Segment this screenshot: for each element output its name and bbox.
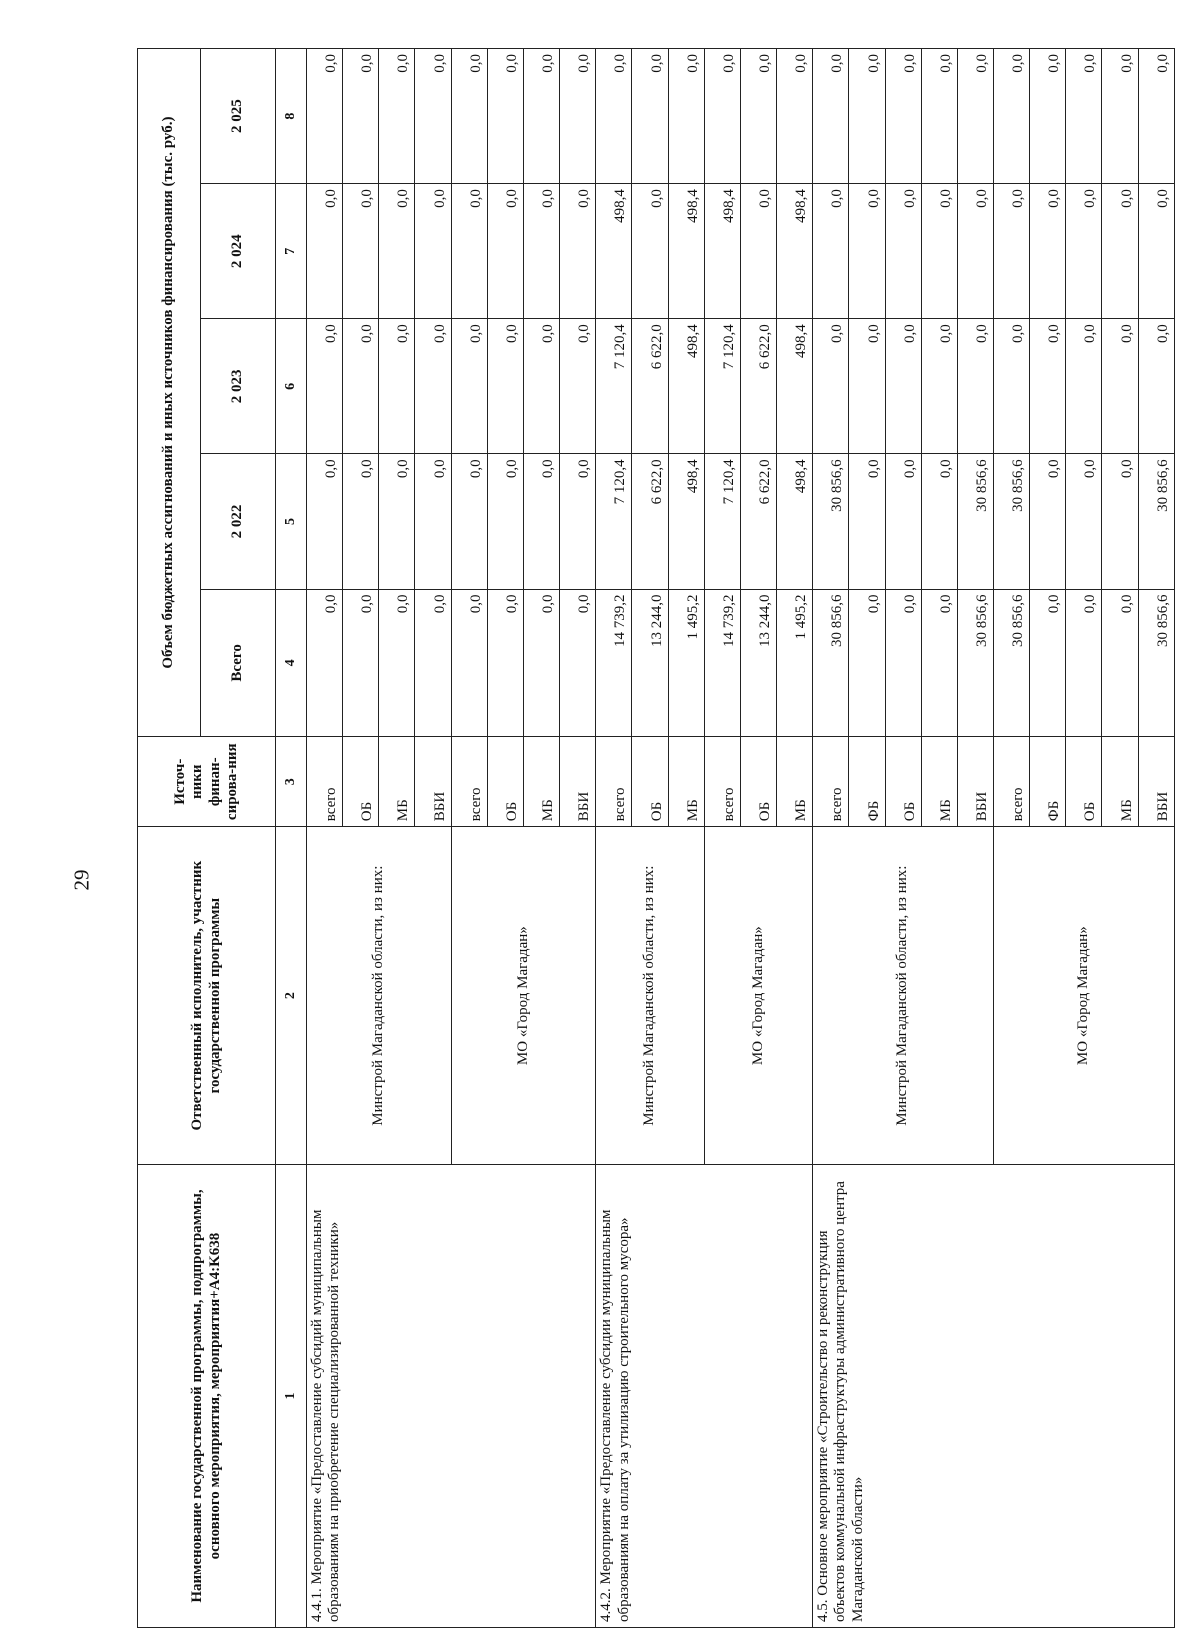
funding-source: ВБИ bbox=[560, 737, 596, 827]
funding-source: ОБ bbox=[487, 737, 523, 827]
value-cell: 0,0 bbox=[343, 454, 379, 589]
value-cell: 0,0 bbox=[307, 589, 343, 737]
value-cell: 0,0 bbox=[560, 454, 596, 589]
value-cell: 0,0 bbox=[1066, 454, 1102, 589]
value-cell: 0,0 bbox=[560, 589, 596, 737]
value-cell: 0,0 bbox=[885, 454, 921, 589]
value-cell: 0,0 bbox=[885, 319, 921, 454]
value-cell: 0,0 bbox=[523, 184, 559, 319]
value-cell: 0,0 bbox=[849, 454, 885, 589]
executor-name: Минстрой Магаданской области, из них: bbox=[596, 827, 704, 1165]
value-cell: 1 495,2 bbox=[668, 589, 704, 737]
value-cell: 0,0 bbox=[451, 184, 487, 319]
value-cell: 0,0 bbox=[560, 184, 596, 319]
value-cell: 0,0 bbox=[487, 319, 523, 454]
value-cell: 0,0 bbox=[1066, 184, 1102, 319]
value-cell: 0,0 bbox=[957, 319, 993, 454]
value-cell: 0,0 bbox=[523, 454, 559, 589]
value-cell: 0,0 bbox=[1066, 319, 1102, 454]
value-cell: 0,0 bbox=[1066, 589, 1102, 737]
value-cell: 0,0 bbox=[343, 589, 379, 737]
header-year-2023: 2 023 bbox=[201, 319, 276, 454]
value-cell: 30 856,6 bbox=[1138, 454, 1174, 589]
funding-source: всего bbox=[704, 737, 740, 827]
header-executor: Ответственный исполнитель, участник государственной программы bbox=[138, 827, 276, 1165]
page-number: 29 bbox=[69, 869, 94, 891]
measure-name: 4.4.1. Мероприятие «Предоставление субсидий муниципальным образованиям на приобретение специализированной техники» bbox=[307, 1165, 596, 1628]
value-cell: 0,0 bbox=[1030, 319, 1066, 454]
table-body bbox=[307, 49, 1175, 1628]
value-cell: 498,4 bbox=[668, 184, 704, 319]
value-cell: 7 120,4 bbox=[704, 319, 740, 454]
funding-source: МБ bbox=[1102, 737, 1138, 827]
value-cell: 0,0 bbox=[813, 49, 849, 184]
funding-source: ВБИ bbox=[957, 737, 993, 827]
value-cell: 0,0 bbox=[921, 454, 957, 589]
value-cell: 0,0 bbox=[415, 49, 451, 184]
value-cell: 0,0 bbox=[849, 319, 885, 454]
funding-source: ОБ bbox=[632, 737, 668, 827]
value-cell: 13 244,0 bbox=[632, 589, 668, 737]
funding-source: всего bbox=[993, 737, 1029, 827]
table-row bbox=[596, 49, 632, 1628]
value-cell: 0,0 bbox=[307, 454, 343, 589]
budget-table bbox=[137, 48, 1175, 1628]
value-cell: 0,0 bbox=[343, 184, 379, 319]
value-cell: 0,0 bbox=[1102, 184, 1138, 319]
funding-source: всего bbox=[813, 737, 849, 827]
value-cell: 0,0 bbox=[885, 49, 921, 184]
header-year-2025: 2 025 bbox=[201, 49, 276, 184]
value-cell: 30 856,6 bbox=[1138, 589, 1174, 737]
executor-name: МО «Город Магадан» bbox=[451, 827, 596, 1165]
value-cell: 0,0 bbox=[957, 49, 993, 184]
value-cell: 30 856,6 bbox=[957, 589, 993, 737]
value-cell: 30 856,6 bbox=[993, 589, 1029, 737]
value-cell: 0,0 bbox=[379, 184, 415, 319]
value-cell: 0,0 bbox=[1138, 319, 1174, 454]
header-volume-group: Объем бюджетных ассигнований и иных источников финансирования (тыс. руб.) bbox=[138, 49, 201, 737]
funding-source: МБ bbox=[379, 737, 415, 827]
rotated-page-content bbox=[137, 48, 1175, 1628]
value-cell: 1 495,2 bbox=[777, 589, 813, 737]
value-cell: 0,0 bbox=[777, 49, 813, 184]
value-cell: 0,0 bbox=[487, 454, 523, 589]
value-cell: 0,0 bbox=[993, 49, 1029, 184]
header-year-2024: 2 024 bbox=[201, 184, 276, 319]
value-cell: 0,0 bbox=[1138, 49, 1174, 184]
value-cell: 0,0 bbox=[849, 589, 885, 737]
header-name: Наименование государственной программы, подпрограммы, основного мероприятия, мероприятия+А4:K638 bbox=[138, 1165, 276, 1628]
value-cell: 0,0 bbox=[523, 49, 559, 184]
value-cell: 498,4 bbox=[668, 454, 704, 589]
value-cell: 0,0 bbox=[921, 184, 957, 319]
value-cell: 0,0 bbox=[849, 49, 885, 184]
value-cell: 0,0 bbox=[307, 184, 343, 319]
value-cell: 0,0 bbox=[451, 319, 487, 454]
value-cell: 0,0 bbox=[451, 589, 487, 737]
value-cell: 7 120,4 bbox=[596, 319, 632, 454]
value-cell: 0,0 bbox=[523, 319, 559, 454]
funding-source: ОБ bbox=[740, 737, 776, 827]
value-cell: 0,0 bbox=[379, 589, 415, 737]
value-cell: 0,0 bbox=[307, 49, 343, 184]
value-cell: 0,0 bbox=[849, 184, 885, 319]
measure-name: 4.5. Основное мероприятие «Строительство и реконструкция объектов коммунальной инфраструктуры административного центра Магаданской области» bbox=[813, 1165, 1175, 1628]
value-cell: 0,0 bbox=[632, 49, 668, 184]
value-cell: 0,0 bbox=[885, 184, 921, 319]
column-index: 6 bbox=[276, 319, 307, 454]
value-cell: 0,0 bbox=[704, 49, 740, 184]
funding-source: ОБ bbox=[1066, 737, 1102, 827]
value-cell: 0,0 bbox=[379, 49, 415, 184]
value-cell: 0,0 bbox=[632, 184, 668, 319]
header-source: Источ-ники финан-сирова-ния bbox=[138, 737, 276, 827]
header-year-2022: 2 022 bbox=[201, 454, 276, 589]
funding-source: ВБИ bbox=[1138, 737, 1174, 827]
column-index: 4 bbox=[276, 589, 307, 737]
value-cell: 0,0 bbox=[451, 454, 487, 589]
value-cell: 0,0 bbox=[1030, 49, 1066, 184]
funding-source: ФБ bbox=[1030, 737, 1066, 827]
funding-source: МБ bbox=[777, 737, 813, 827]
funding-source: МБ bbox=[523, 737, 559, 827]
funding-source: всего bbox=[451, 737, 487, 827]
value-cell: 0,0 bbox=[957, 184, 993, 319]
value-cell: 0,0 bbox=[1102, 49, 1138, 184]
value-cell: 6 622,0 bbox=[740, 319, 776, 454]
executor-name: МО «Город Магадан» bbox=[704, 827, 812, 1165]
funding-source: ОБ bbox=[343, 737, 379, 827]
value-cell: 0,0 bbox=[379, 454, 415, 589]
value-cell: 0,0 bbox=[1138, 184, 1174, 319]
column-index: 7 bbox=[276, 184, 307, 319]
column-index: 2 bbox=[276, 827, 307, 1165]
value-cell: 0,0 bbox=[885, 589, 921, 737]
value-cell: 0,0 bbox=[451, 49, 487, 184]
column-index: 3 bbox=[276, 737, 307, 827]
column-index: 8 bbox=[276, 49, 307, 184]
value-cell: 14 739,2 bbox=[704, 589, 740, 737]
value-cell: 0,0 bbox=[813, 184, 849, 319]
column-index: 5 bbox=[276, 454, 307, 589]
value-cell: 14 739,2 bbox=[596, 589, 632, 737]
value-cell: 0,0 bbox=[993, 184, 1029, 319]
value-cell: 0,0 bbox=[415, 319, 451, 454]
value-cell: 0,0 bbox=[1066, 49, 1102, 184]
value-cell: 0,0 bbox=[813, 319, 849, 454]
value-cell: 0,0 bbox=[307, 319, 343, 454]
value-cell: 498,4 bbox=[596, 184, 632, 319]
value-cell: 0,0 bbox=[1102, 454, 1138, 589]
executor-name: МО «Город Магадан» bbox=[993, 827, 1174, 1165]
value-cell: 0,0 bbox=[1030, 589, 1066, 737]
value-cell: 30 856,6 bbox=[813, 589, 849, 737]
value-cell: 7 120,4 bbox=[704, 454, 740, 589]
table-row bbox=[307, 49, 343, 1628]
value-cell: 7 120,4 bbox=[596, 454, 632, 589]
value-cell: 0,0 bbox=[560, 319, 596, 454]
value-cell: 0,0 bbox=[415, 454, 451, 589]
funding-source: МБ bbox=[668, 737, 704, 827]
column-index: 1 bbox=[276, 1165, 307, 1628]
value-cell: 0,0 bbox=[415, 589, 451, 737]
value-cell: 0,0 bbox=[668, 49, 704, 184]
value-cell: 0,0 bbox=[343, 49, 379, 184]
value-cell: 6 622,0 bbox=[740, 454, 776, 589]
value-cell: 0,0 bbox=[1030, 454, 1066, 589]
executor-name: Минстрой Магаданской области, из них: bbox=[813, 827, 994, 1165]
funding-source: ОБ bbox=[885, 737, 921, 827]
value-cell: 0,0 bbox=[921, 589, 957, 737]
value-cell: 0,0 bbox=[1030, 184, 1066, 319]
value-cell: 13 244,0 bbox=[740, 589, 776, 737]
value-cell: 30 856,6 bbox=[993, 454, 1029, 589]
funding-source: всего bbox=[596, 737, 632, 827]
value-cell: 0,0 bbox=[415, 184, 451, 319]
value-cell: 30 856,6 bbox=[957, 454, 993, 589]
value-cell: 0,0 bbox=[1102, 589, 1138, 737]
value-cell: 0,0 bbox=[343, 319, 379, 454]
value-cell: 6 622,0 bbox=[632, 454, 668, 589]
value-cell: 498,4 bbox=[668, 319, 704, 454]
executor-name: Минстрой Магаданской области, из них: bbox=[307, 827, 452, 1165]
value-cell: 0,0 bbox=[487, 49, 523, 184]
header-total: Всего bbox=[201, 589, 276, 737]
value-cell: 6 622,0 bbox=[632, 319, 668, 454]
value-cell: 0,0 bbox=[921, 319, 957, 454]
value-cell: 0,0 bbox=[596, 49, 632, 184]
value-cell: 0,0 bbox=[523, 589, 559, 737]
funding-source: МБ bbox=[921, 737, 957, 827]
value-cell: 0,0 bbox=[740, 184, 776, 319]
value-cell: 0,0 bbox=[740, 49, 776, 184]
value-cell: 498,4 bbox=[777, 184, 813, 319]
value-cell: 498,4 bbox=[704, 184, 740, 319]
value-cell: 0,0 bbox=[921, 49, 957, 184]
funding-source: ВБИ bbox=[415, 737, 451, 827]
measure-name: 4.4.2. Мероприятие «Предоставление субсидии муниципальным образованиям на оплату за утилизацию строительного мусора» bbox=[596, 1165, 813, 1628]
value-cell: 30 856,6 bbox=[813, 454, 849, 589]
table-row bbox=[813, 49, 849, 1628]
value-cell: 0,0 bbox=[487, 589, 523, 737]
funding-source: ФБ bbox=[849, 737, 885, 827]
value-cell: 498,4 bbox=[777, 319, 813, 454]
value-cell: 0,0 bbox=[487, 184, 523, 319]
value-cell: 498,4 bbox=[777, 454, 813, 589]
value-cell: 0,0 bbox=[379, 319, 415, 454]
value-cell: 0,0 bbox=[993, 319, 1029, 454]
funding-source: всего bbox=[307, 737, 343, 827]
value-cell: 0,0 bbox=[1102, 319, 1138, 454]
value-cell: 0,0 bbox=[560, 49, 596, 184]
